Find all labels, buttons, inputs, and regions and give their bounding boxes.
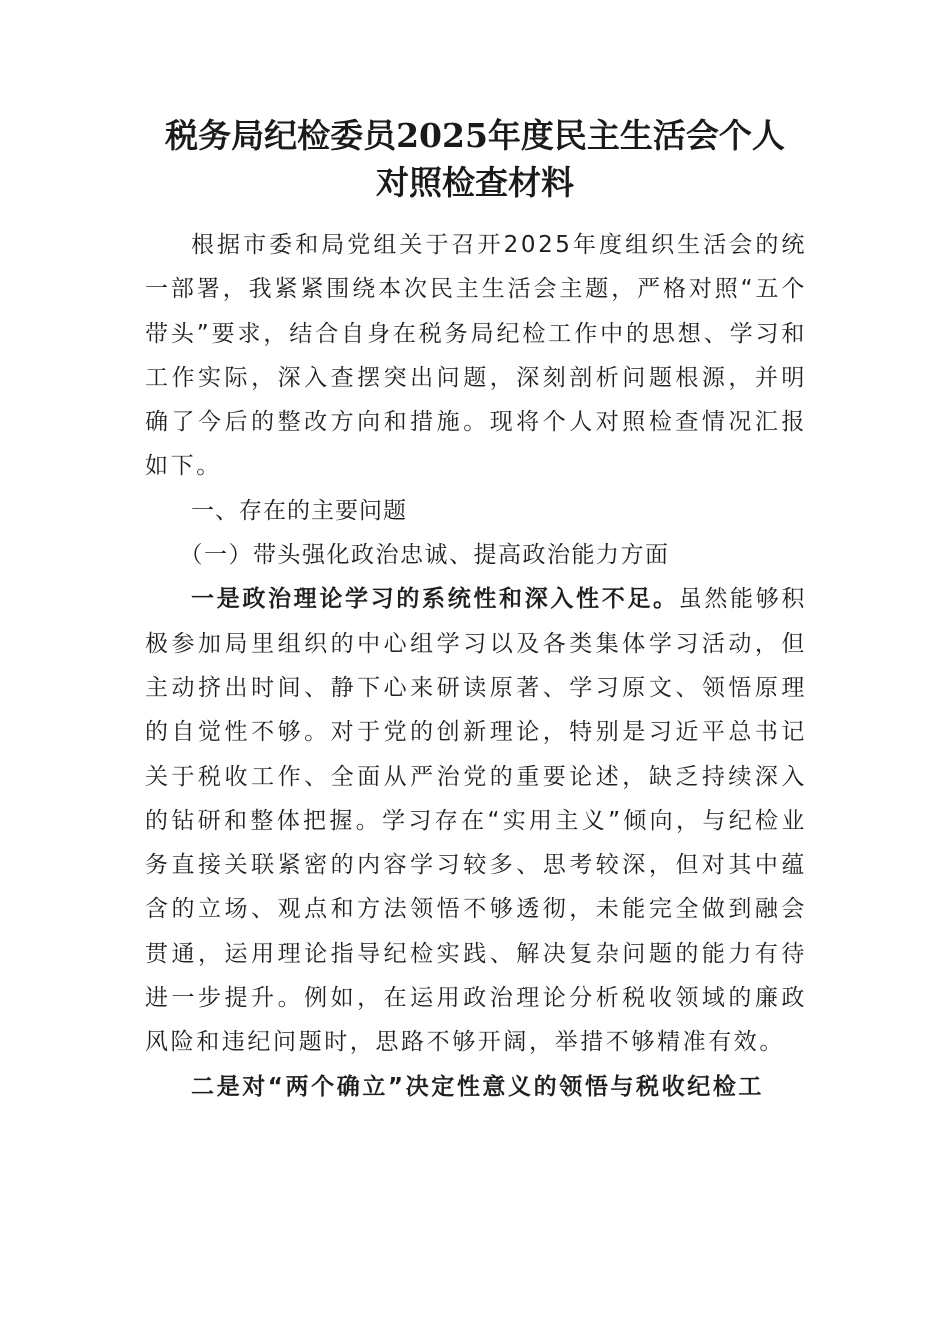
- document-title: [120, 112, 830, 206]
- point-1-lead: 一是政治理论学习的系统性和深入性不足。: [191, 586, 679, 613]
- document-body: [145, 223, 807, 1109]
- point-2-lead: 二是对“两个确立”决定性意义的领悟与税收纪检工: [191, 1073, 765, 1100]
- point-1-paragraph: [145, 577, 807, 1064]
- subsection-heading: （一）带头强化政治忠诚、提高政治能力方面: [179, 542, 670, 569]
- point-2-paragraph: [145, 1065, 807, 1109]
- intro-paragraph: 根据市委和局党组关于召开2025年度组织生活会的统一部署，我紧紧围绕本次民主生活会主题，严格对照“五个带头”要求，结合自身在税务局纪检工作中的思想、学习和工作实际，深入查摆突出问题，深刻剖析问题根源，并明确了今后的整改方向和措施。现将个人对照检查情况汇报如下。: [145, 232, 807, 480]
- title-line-1: 税务局纪检委员2025年度民主生活会个人: [165, 116, 785, 155]
- point-1-body: 虽然能够积极参加局里组织的中心组学习以及各类集体学习活动，但主动挤出时间、静下心来研读原著、学习原文、领悟原理的自觉性不够。对于党的创新理论，特别是习近平总书记关于税收工作、全面从严治党的重要论述，缺乏持续深入的钻研和整体把握。学习存在“实用主义”倾向，与纪检业务直接关联紧密的内容学习较多、思考较深，但对其中蕴含的立场、观点和方法领悟不够透彻，未能完全做到融会贯通，运用理论指导纪检实践、解决复杂问题的能力有待进一步提升。例如，在运用政治理论分析税收领域的廉政风险和违纪问题时，思路不够开阔，举措不够精准有效。: [145, 586, 807, 1056]
- title-line-2: 对照检查材料: [376, 163, 574, 202]
- section-heading: 一、存在的主要问题: [191, 497, 407, 524]
